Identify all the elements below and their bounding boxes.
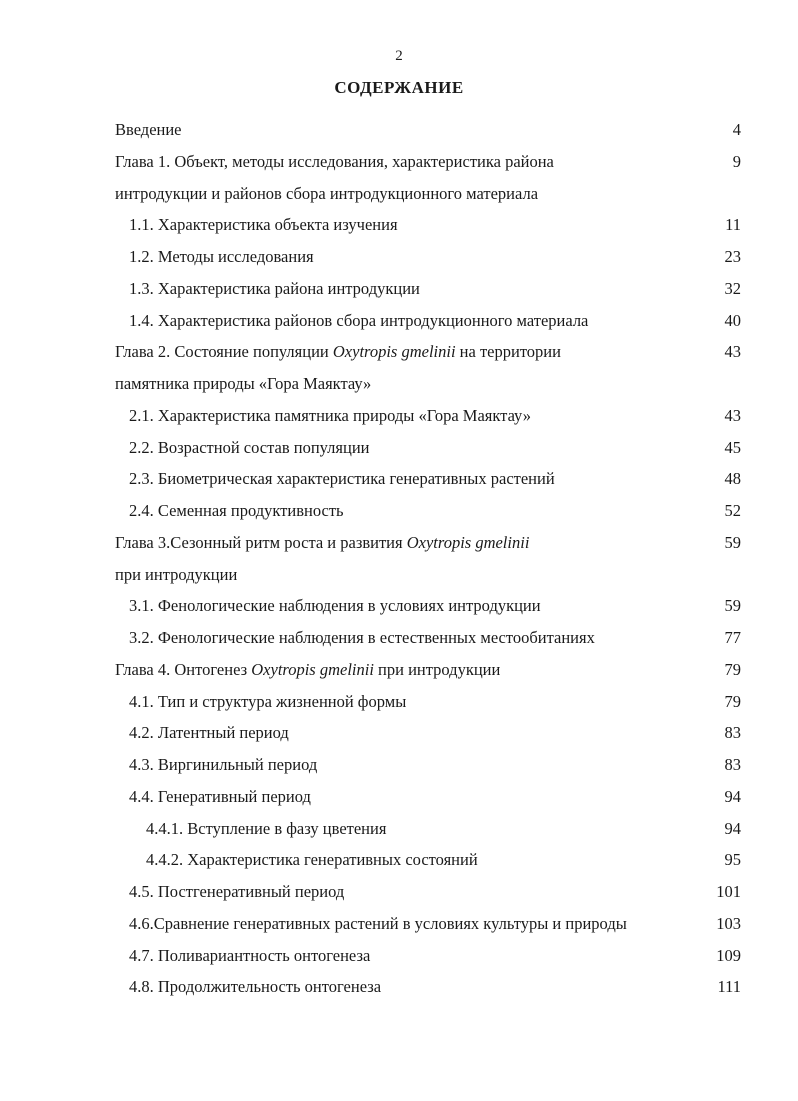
toc-entry-title — [129, 876, 344, 908]
toc-entry-page: 94 — [724, 818, 741, 838]
title-segment: при интродукции — [373, 659, 501, 679]
title-segment: при интродукции — [115, 564, 238, 584]
toc-entry — [115, 654, 741, 686]
toc-entry-page: 59 — [724, 596, 741, 616]
toc-entry-page: 83 — [724, 755, 741, 774]
page-title: СОДЕРЖАНИЕ — [334, 78, 464, 97]
title-segment: 2.4. Семенная продуктивность — [129, 501, 344, 520]
toc-entry-title — [129, 463, 555, 495]
toc-entry-page: 109 — [716, 945, 741, 965]
title-segment: 4.4.2. Характеристика генеративных состояний — [146, 850, 478, 870]
toc-entry — [115, 908, 741, 940]
toc-entry — [115, 622, 741, 654]
toc-entry-page: 79 — [724, 659, 741, 679]
toc-entry — [115, 400, 741, 432]
table-of-contents — [115, 114, 741, 1003]
species-name: Oxytropis gmelinii — [251, 659, 374, 679]
toc-entry-title — [115, 336, 561, 368]
title-segment: 1.3. Характеристика района интродукции — [129, 278, 420, 298]
toc-entry-title — [129, 686, 406, 718]
toc-entry-page: 94 — [724, 786, 741, 806]
toc-entry-title — [115, 178, 538, 210]
title-segment: 4.1. Тип и структура жизненной формы — [129, 691, 407, 711]
toc-entry-title — [115, 368, 371, 400]
toc-entry-page: 59 — [724, 532, 741, 552]
title-segment: 4.5. Постгенеративный период — [129, 882, 345, 901]
toc-entry — [115, 717, 741, 749]
toc-entry — [115, 178, 741, 210]
toc-entry-title — [129, 781, 311, 813]
toc-entry — [115, 781, 741, 813]
toc-entry-page: 101 — [716, 882, 741, 901]
toc-entry-title — [129, 241, 314, 273]
title-segment: Глава 4. Онтогенез — [115, 659, 252, 679]
toc-entry — [115, 590, 741, 622]
toc-entry-page: 77 — [724, 628, 741, 647]
title-segment: Введение — [115, 120, 182, 139]
title-segment: 1.1. Характеристика объекта изучения — [129, 215, 398, 235]
title-segment: 3.1. Фенологические наблюдения в условиях интродукции — [129, 596, 541, 616]
toc-entry — [115, 495, 741, 527]
toc-entry-title — [129, 622, 595, 654]
toc-entry — [115, 749, 741, 781]
toc-entry-page: 43 — [724, 405, 741, 425]
title-segment: 1.2. Методы исследования — [129, 247, 314, 266]
toc-entry — [115, 527, 741, 559]
toc-entry-title — [129, 305, 588, 337]
toc-entry-title — [115, 654, 500, 686]
page-number: 2 — [395, 48, 403, 64]
title-segment: интродукции и районов сбора интродукционного материала — [115, 183, 539, 203]
title-segment: 2.3. Биометрическая характеристика генеративных растений — [129, 469, 555, 489]
title-segment: 4.6.Сравнение генеративных растений в условиях культуры и природы — [129, 913, 627, 933]
toc-entry-page: 32 — [724, 278, 741, 298]
toc-entry — [115, 114, 741, 146]
toc-entry-title — [129, 590, 541, 622]
toc-entry-title — [129, 908, 627, 940]
title-segment: Глава 1. Объект, методы исследования, характеристика района — [115, 151, 554, 171]
toc-entry — [115, 305, 741, 337]
toc-entry — [115, 940, 741, 972]
title-segment: 2.1. Характеристика памятника природы «Гора Маяктау» — [129, 405, 531, 425]
toc-entry — [115, 432, 741, 464]
toc-entry — [115, 559, 741, 591]
toc-entry — [115, 686, 741, 718]
title-segment: 3.2. Фенологические наблюдения в естественных местообитаниях — [129, 628, 595, 647]
title-segment: Глава 3.Сезонный ритм роста и развития — [115, 532, 407, 552]
title-segment: 4.4. Генеративный период — [129, 786, 311, 806]
title-segment: 4.7. Поливариантность онтогенеза — [129, 945, 371, 965]
title-segment: 4.8. Продолжительность онтогенеза — [129, 977, 382, 997]
toc-entry-page: 43 — [724, 342, 741, 362]
toc-entry — [115, 336, 741, 368]
title-segment: 4.2. Латентный период — [129, 723, 289, 743]
toc-entry — [115, 241, 741, 273]
toc-entry — [115, 876, 741, 908]
toc-entry-page: 103 — [716, 913, 741, 933]
toc-entry-page: 48 — [724, 469, 741, 489]
toc-entry-title — [115, 559, 237, 591]
toc-entry-title — [129, 940, 370, 972]
toc-entry-page: 111 — [717, 977, 741, 997]
toc-entry-page: 52 — [724, 501, 741, 520]
toc-entry-title — [129, 971, 381, 1003]
toc-entry-title — [146, 813, 386, 845]
toc-entry — [115, 368, 741, 400]
toc-entry-page: 95 — [724, 850, 741, 870]
toc-entry-page: 9 — [732, 151, 741, 171]
title-segment: 2.2. Возрастной состав популяции — [129, 437, 370, 457]
toc-entry-title — [115, 146, 554, 178]
title-segment: памятника природы «Гора Маяктау» — [115, 374, 372, 393]
toc-entry — [115, 209, 741, 241]
toc-entry-title — [129, 209, 398, 241]
toc-entry-title — [129, 432, 370, 464]
toc-entry-page: 23 — [724, 247, 741, 266]
species-name: Oxytropis gmelinii — [406, 532, 530, 552]
toc-entry-title — [129, 749, 317, 781]
toc-entry-page: 79 — [724, 691, 741, 711]
toc-entry-title — [129, 400, 531, 432]
toc-entry-page: 11 — [725, 215, 741, 235]
title-segment: Глава 2. Состояние популяции — [115, 342, 333, 362]
title-segment: 4.3. Виргинильный период — [129, 755, 318, 774]
title-segment: на территории — [455, 342, 561, 362]
toc-entry-title — [146, 844, 478, 876]
toc-entry-title — [115, 527, 529, 559]
toc-entry-title — [129, 717, 289, 749]
toc-entry — [115, 463, 741, 495]
toc-entry — [115, 813, 741, 845]
toc-entry — [115, 971, 741, 1003]
toc-entry — [115, 273, 741, 305]
toc-entry-page: 40 — [724, 310, 741, 330]
toc-entry — [115, 844, 741, 876]
toc-entry — [115, 146, 741, 178]
title-segment: 1.4. Характеристика районов сбора интродукционного материала — [129, 310, 589, 330]
species-name: Oxytropis gmelinii — [332, 342, 456, 362]
title-segment: 4.4.1. Вступление в фазу цветения — [146, 818, 387, 838]
toc-entry-title — [115, 114, 182, 146]
toc-entry-page: 83 — [724, 723, 741, 743]
toc-entry-title — [129, 273, 420, 305]
toc-entry-page: 45 — [724, 437, 741, 457]
toc-entry-page: 4 — [732, 120, 741, 139]
toc-entry-title — [129, 495, 344, 527]
